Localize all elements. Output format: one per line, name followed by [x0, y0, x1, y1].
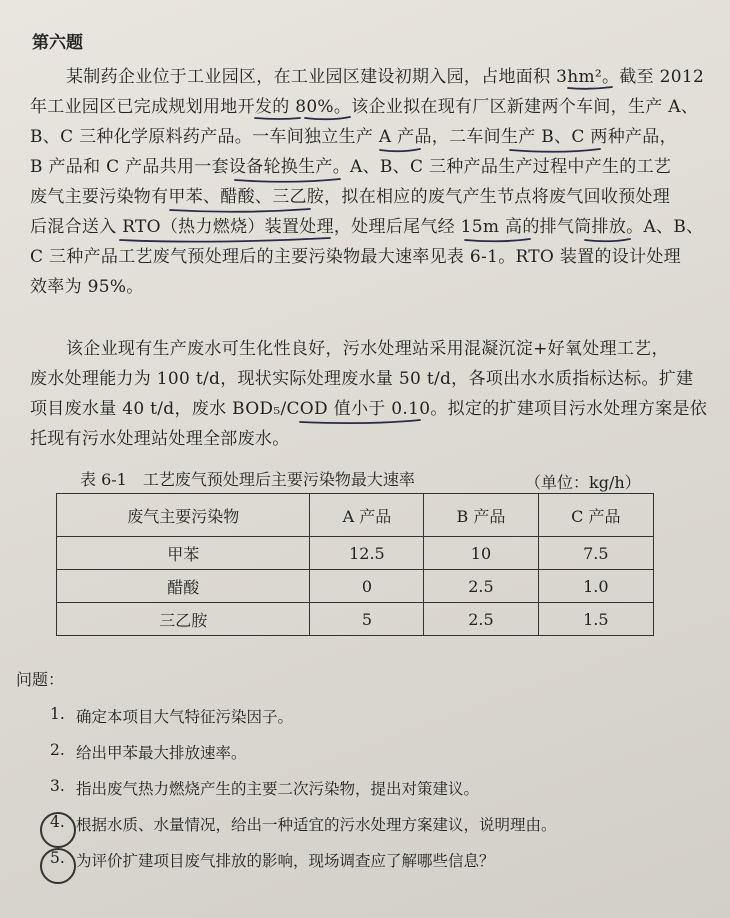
pen-circle-mark [40, 848, 76, 884]
question-heading: 第六题 [32, 33, 83, 53]
question-text: 指出废气热力燃烧产生的主要二次污染物，提出对策建议。 [76, 780, 480, 798]
paragraph-line: 项目废水量 40 t/d，废水 BOD₅/COD 值小于 0.10。拟定的扩建项目污水处理方案是依 [30, 399, 708, 419]
table-cell: 1.0 [538, 570, 653, 603]
table-cell: 0 [310, 570, 424, 603]
question-item [50, 813, 557, 849]
question-item [50, 849, 557, 885]
paragraph-line: 废水处理能力为 100 t/d，现状实际处理废水量 50 t/d，各项出水水质指标达标。扩建 [30, 369, 694, 389]
question-text: 确定本项目大气特征污染因子。 [76, 708, 294, 726]
column-header: 废气主要污染物 [57, 494, 310, 537]
table-cell: 三乙胺 [57, 603, 310, 636]
table-header-row [57, 494, 654, 537]
paragraph-line: 某制药企业位于工业园区，在工业园区建设初期入园，占地面积 3hm²。截至 2012 [66, 67, 705, 87]
wastewater-paragraph [30, 334, 710, 454]
question-text: 根据水质、水量情况，给出一种适宜的污水处理方案建议，说明理由。 [76, 816, 557, 834]
paragraph-line: 效率为 95%。 [30, 277, 144, 297]
column-header: B 产品 [424, 494, 538, 537]
question-text: 为评价扩建项目废气排放的影响，现场调查应了解哪些信息？ [76, 852, 495, 870]
question-list [50, 705, 557, 885]
table-cell: 1.5 [538, 603, 653, 636]
question-number: 4. [50, 813, 65, 831]
questions-heading: 问题： [16, 670, 65, 689]
paragraph-line: 废气主要污染物有甲苯、醋酸、三乙胺，拟在相应的废气产生节点将废气回收预处理 [30, 187, 671, 207]
question-item [50, 777, 557, 813]
question-item [50, 705, 557, 741]
table-row [57, 570, 654, 603]
table-title: 表 6-1 工艺废气预处理后主要污染物最大速率 [80, 470, 415, 489]
table-row [57, 537, 654, 570]
table-cell: 2.5 [424, 603, 538, 636]
pen-circle-mark [40, 812, 76, 848]
table-unit: （单位：kg/h） [525, 473, 641, 492]
question-text: 给出甲苯最大排放速率。 [76, 744, 247, 762]
question-number: 5. [50, 849, 65, 867]
table-cell: 醋酸 [57, 570, 310, 603]
column-header: A 产品 [310, 494, 424, 537]
paragraph-line: B 产品和 C 产品共用一套设备轮换生产。A、B、C 三种产品生产过程中产生的工艺 [30, 157, 672, 177]
question-item [50, 741, 557, 777]
paragraph-line: C 三种产品工艺废气预处理后的主要污染物最大速率见表 6-1。RTO 装置的设计处理 [30, 247, 681, 267]
pollutant-rate-table [56, 493, 654, 636]
paragraph-line: 年工业园区已完成规划用地开发的 80%。该企业拟在现有厂区新建两个车间，生产 A、 [30, 97, 699, 117]
question-number: 1. [50, 705, 65, 723]
table-cell: 2.5 [424, 570, 538, 603]
table-cell: 5 [310, 603, 424, 636]
table-cell: 甲苯 [57, 537, 310, 570]
paragraph-line: 托现有污水处理站处理全部废水。 [30, 429, 290, 449]
question-number: 3. [50, 777, 65, 795]
table-cell: 10 [424, 537, 538, 570]
question-number: 2. [50, 741, 65, 759]
scenario-paragraph [30, 62, 710, 302]
paragraph-line: 后混合送入 RTO（热力燃烧）装置处理，处理后尾气经 15m 高的排气筒排放。A、B、 [30, 217, 704, 237]
table-row [57, 603, 654, 636]
table-cell: 12.5 [310, 537, 424, 570]
paragraph-line: 该企业现有生产废水可生化性良好，污水处理站采用混凝沉淀+好氧处理工艺， [66, 339, 669, 359]
paragraph-line: B、C 三种化学原料药产品。一车间独立生产 A 产品，二车间生产 B、C 两种产品， [30, 127, 677, 147]
column-header: C 产品 [538, 494, 653, 537]
table-cell: 7.5 [538, 537, 653, 570]
